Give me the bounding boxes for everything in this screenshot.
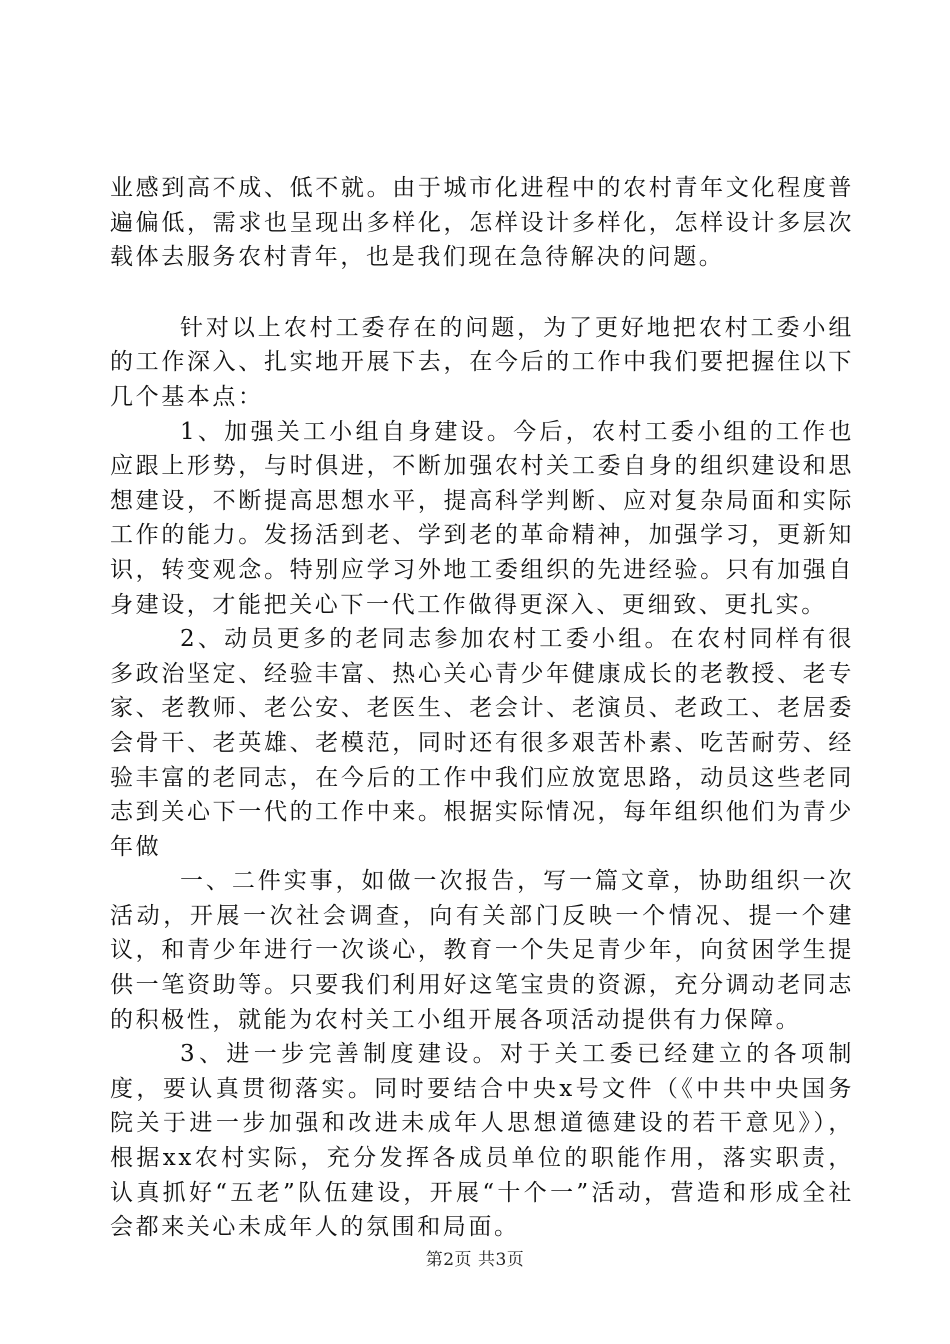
paragraph-intro: 针对以上农村工委存在的问题，为了更好地把农村工委小组的工作深入、扎实地开展下去，在今后的工作中我们要把握住以下几个基本点：	[110, 314, 854, 410]
paragraph-point-2-continued: 一、二件实事，如做一次报告，写一篇文章，协助组织一次活动，开展一次社会调查，向有关部门反映一个情况、提一个建议，和青少年进行一次谈心，教育一个失足青少年，向贫困学生提供一笔资助等。只要我们利用好这笔宝贵的资源，充分调动老同志的积极性，就能为农村关工小组开展各项活动提供有力保障。	[110, 868, 854, 1033]
paragraph-point-3: 3、进一步完善制度建设。对于关工委已经建立的各项制度，要认真贯彻落实。同时要结合中央x号文件（《中共中央国务院关于进一步加强和改进未成年人思想道德建设的若干意见》），根据xx农村实际，充分发挥各成员单位的职能作用，落实职责，认真抓好“五老”队伍建设，开展“十个一”活动，营造和形成全社会都来关心未成年人的氛围和局面。	[110, 1041, 854, 1241]
paragraph-point-1: 1、加强关工小组自身建设。今后，农村工委小组的工作也应跟上形势，与时俱进，不断加强农村关工委自身的组织建设和思想建设，不断提高思想水平，提高科学判断、应对复杂局面和实际工作的能力。发扬活到老、学到老的革命精神，加强学习，更新知识，转变观念。特别应学习外地工委组织的先进经验。只有加强自身建设，才能把关心下一代工作做得更深入、更细致、更扎实。	[110, 418, 854, 618]
paragraph-continuation: 业感到高不成、低不就。由于城市化进程中的农村青年文化程度普遍偏低，需求也呈现出多样化，怎样设计多样化，怎样设计多层次载体去服务农村青年，也是我们现在急待解决的问题。	[110, 175, 854, 271]
paragraph-point-2: 2、动员更多的老同志参加农村工委小组。在农村同样有很多政治坚定、经验丰富、热心关心青少年健康成长的老教授、老专家、老教师、老公安、老医生、老会计、老演员、老政工、老居委会骨干、老英雄、老模范，同时还有很多艰苦朴素、吃苦耐劳、经验丰富的老同志，在今后的工作中我们应放宽思路，动员这些老同志到关心下一代的工作中来。根据实际情况，每年组织他们为青少年做	[110, 626, 854, 860]
page-footer: 第2页 共3页	[425, 1250, 525, 1270]
document-body	[110, 171, 854, 1245]
paragraph-spacer	[110, 275, 854, 311]
